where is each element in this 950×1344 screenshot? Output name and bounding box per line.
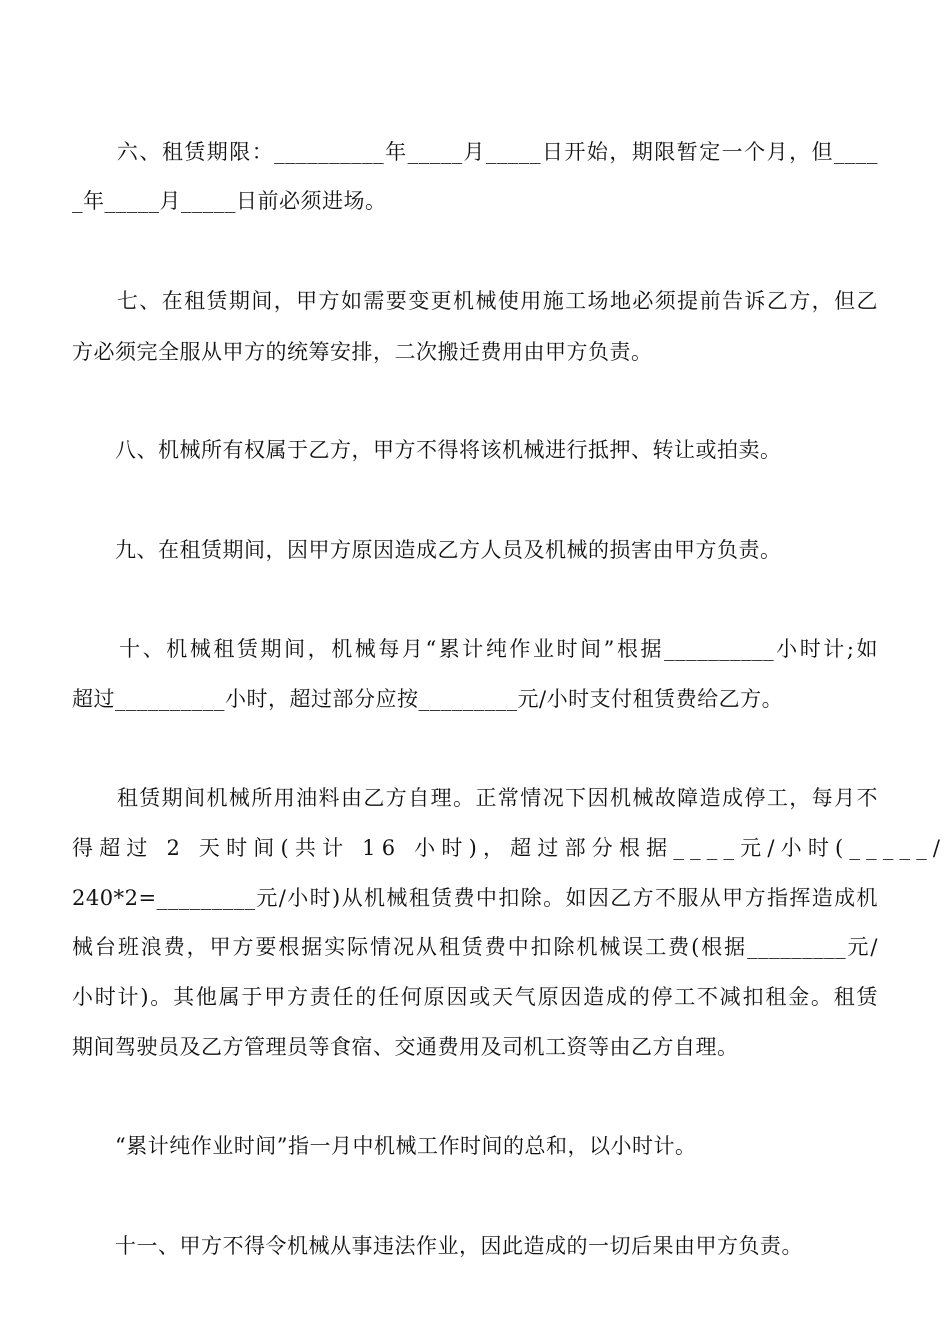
text-line: “累计纯作业时间”指一月中机械工作时间的总和，以小时计。	[72, 1134, 697, 1158]
text-line: 方必须完全服从甲方的统筹安排，二次搬迁费用由甲方负责。	[72, 340, 653, 364]
text-line: 械台班浪费，甲方要根据实际情况从租赁费中扣除机械误工费(根据_________元/	[72, 935, 878, 959]
text-line: 十、机械租赁期间，机械每月“累计纯作业时间”根据__________小时计;如	[72, 637, 878, 661]
text-line: _年_____月_____日前必须进场。	[72, 189, 387, 213]
text-line: 七、在租赁期间，甲方如需要变更机械使用施工场地必须提前告诉乙方，但乙	[72, 289, 878, 313]
text-line: 240*2=_________元/小时)从机械租赁费中扣除。如因乙方不服从甲方指挥造成机	[72, 886, 878, 910]
text-line: 期间驾驶员及乙方管理员等食宿、交通费用及司机工资等由乙方自理。	[72, 1035, 739, 1059]
text-line: 六、租赁期限：__________年_____月_____日开始，期限暂定一个月，但____	[72, 140, 878, 164]
text-line: 八、机械所有权属于乙方，甲方不得将该机械进行抵押、转让或拍卖。	[72, 438, 782, 462]
text-line: 小时计)。其他属于甲方责任的任何原因或天气原因造成的停工不减扣租金。租赁	[72, 985, 878, 1009]
text-line: 十一、甲方不得令机械从事违法作业，因此造成的一切后果由甲方负责。	[72, 1234, 803, 1258]
text-line: 超过__________小时，超过部分应按_________元/小时支付租赁费给乙方。	[72, 687, 784, 711]
text-line: 九、在租赁期间，因甲方原因造成乙方人员及机械的损害由甲方负责。	[72, 538, 782, 562]
text-line: 租赁期间机械所用油料由乙方自理。正常情况下因机械故障造成停工，每月不	[72, 786, 878, 810]
text-line: 得超过 2 天时间(共计 16 小时)，超过部分根据____元/小时(_____/	[72, 836, 947, 860]
